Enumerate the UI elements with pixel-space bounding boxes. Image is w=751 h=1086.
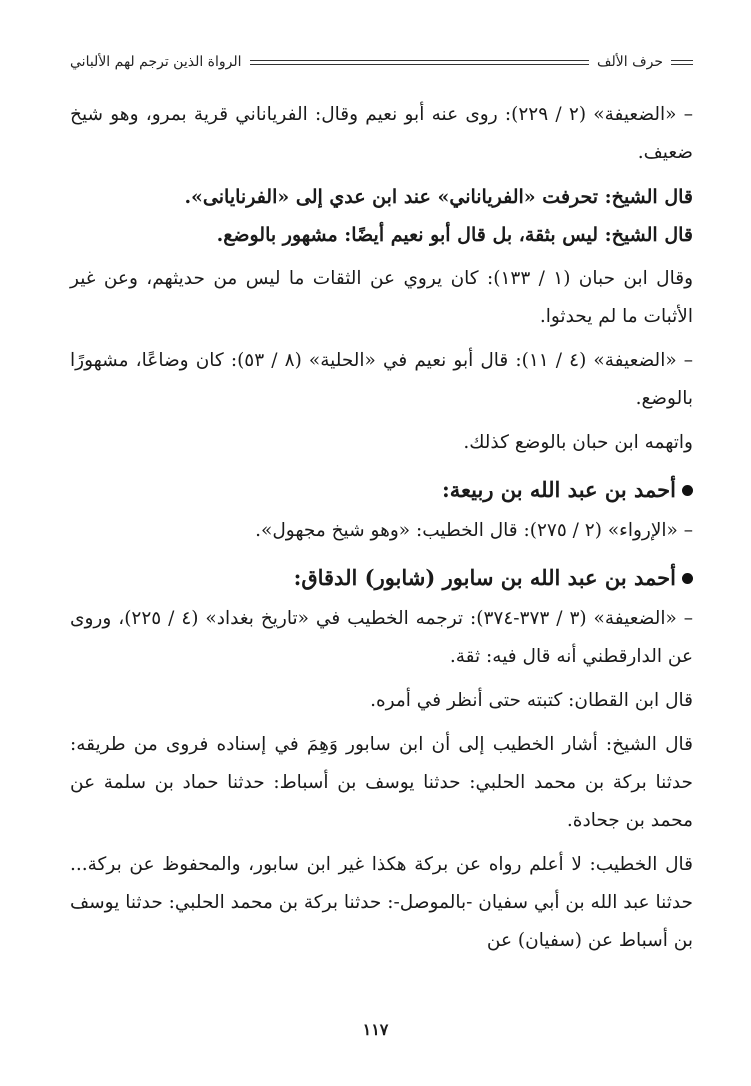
paragraph-6: واتهمه ابن حبان بالوضع كذلك.: [463, 432, 693, 453]
running-header: [70, 0, 693, 78]
entry-heading-3: [70, 556, 693, 600]
bullet-icon: [682, 485, 693, 496]
header-rule-middle: [250, 60, 589, 65]
entry-title-3: أحمد بن عبد الله بن سابور (شابور) الدقاق:: [293, 565, 676, 590]
entry-heading-2: [70, 468, 693, 512]
book-section-title: الرواة الذين ترجم لهم الألباني: [70, 54, 242, 70]
paragraph-11: قال الخطيب: لا أعلم رواه عن بركة هكذا غير ابن سابور، والمحفوظ عن بركة... حدثنا عبد الله بن أبي سفيان -بالموصل-: حدثنا بركة بن محمد الحلبي: حدثنا يوسف بن أسباط عن (سفيان) عن: [70, 854, 693, 951]
page-content: [70, 78, 693, 960]
paragraph-9: قال ابن القطان: كتبته حتى أنظر في أمره.: [370, 690, 693, 711]
paragraph-4: وقال ابن حبان (١ / ١٣٣): كان يروي عن الثقات ما ليس من حديثهم، وعن غير الأثبات ما لم يحدثوا.: [70, 268, 693, 327]
chapter-title: حرف الألف: [597, 54, 663, 70]
page-number: ١١٧: [362, 1020, 389, 1039]
bullet-icon: [682, 573, 693, 584]
paragraph-8: – «الضعيفة» (٣ / ٣٧٣-٣٧٤): ترجمه الخطيب في «تاريخ بغداد» (٤ / ٢٢٥)، وروى عن الدارقطني أنه قال فيه: ثقة.: [70, 608, 693, 667]
paragraph-1: – «الضعيفة» (٢ / ٢٢٩): روى عنه أبو نعيم وقال: الفرياناني قرية بمرو، وهو شيخ ضعيف.: [70, 104, 693, 163]
paragraph-2: قال الشيخ: تحرفت «الفرياناني» عند ابن عدي إلى «الفرنايانى».: [184, 186, 693, 208]
paragraph-10: قال الشيخ: أشار الخطيب إلى أن ابن سابور وَهِمَ في إسناده فروى من طريقه: حدثنا بركة بن محمد الحلبي: حدثنا يوسف بن أسباط: حدثنا حماد بن سلمة عن محمد بن جحادة.: [70, 734, 693, 831]
paragraph-7: – «الإرواء» (٢ / ٢٧٥): قال الخطيب: «وهو شيخ مجهول».: [255, 520, 693, 541]
paragraph-3: قال الشيخ: ليس بثقة، بل قال أبو نعيم أيضًا: مشهور بالوضع.: [216, 224, 693, 246]
paragraph-5: – «الضعيفة» (٤ / ١١): قال أبو نعيم في «الحلية» (٨ / ٥٣): كان وضاعًا، مشهورًا بالوضع.: [70, 350, 694, 409]
header-rule-start: [671, 60, 693, 65]
entry-title-2: أحمد بن عبد الله بن ربيعة:: [442, 477, 676, 502]
